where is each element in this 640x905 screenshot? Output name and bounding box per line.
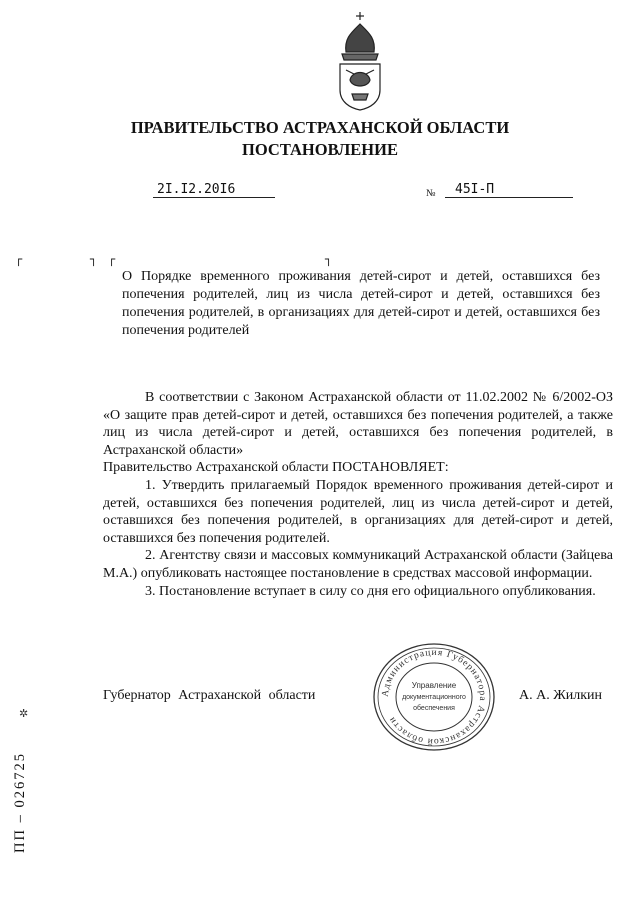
stamp-center-line: документационного: [402, 694, 466, 701]
signatory-position: Губернатор Астраханской области: [103, 688, 316, 703]
ornament-mark-icon: ✲: [19, 707, 29, 720]
document-body: [103, 389, 613, 600]
resolution-item: 2. Агентству связи и массовых коммуникаций Астраханской области (Зайцева М.А.) опубликовать настоящее постановление в средствах массовой информации.: [103, 548, 613, 581]
signatory-name: А. А. Жилкин: [519, 688, 603, 703]
corner-bracket-right-icon: ┐: [325, 252, 333, 266]
government-title: ПРАВИТЕЛЬСТВО АСТРАХАНСКОЙ ОБЛАСТИ: [130, 118, 510, 137]
corner-bracket-right-icon: ┐: [90, 252, 98, 266]
form-serial-text: ПП – 026725: [11, 752, 28, 853]
official-stamp: [371, 642, 497, 752]
document-type-title: ПОСТАНОВЛЕНИЕ: [242, 140, 398, 159]
form-serial-number: [2, 745, 38, 860]
resolution-line: Правительство Астраханской области ПОСТАНОВЛЯЕТ:: [103, 460, 449, 476]
stamp-center-line: обеспечения: [413, 705, 455, 712]
document-subject: О Порядке временного проживания детей-сирот и детей, оставшихся без попечения родителей, лиц из числа детей-сирот и детей, оставшихся без попечения родителей, в организациях для детей-сирот и детей, оставшихся без попечения родителей: [122, 269, 600, 338]
number-label: №: [426, 188, 436, 199]
stamp-center-line: Управление: [411, 681, 457, 690]
corner-bracket-left-icon: ┌: [15, 252, 23, 266]
stamp-ring-text: Администрация Губернатора Астраханской области: [380, 647, 488, 747]
document-date: 2I.I2.20I6: [153, 182, 275, 198]
document-number: 45I-П: [445, 182, 573, 198]
coat-of-arms-emblem: [332, 8, 388, 112]
resolution-item: 1. Утвердить прилагаемый Порядок временного проживания детей-сирот и детей, оставшихся без попечения родителей, лиц из числа детей-сирот и детей, оставшихся без попечения родителей, в организациях для детей-сирот и детей, оставшихся без попечения родителей.: [103, 477, 613, 546]
resolution-item: 3. Постановление вступает в силу со дня его официального опубликования.: [145, 583, 596, 599]
corner-bracket-left-icon: ┌: [108, 252, 116, 266]
preamble-paragraph: В соответствии с Законом Астраханской области от 11.02.2002 № 6/2002-ОЗ «О защите прав детей-сирот и детей, оставшихся без попечения родителей, а также лиц из числа детей-сирот и детей, оставшихся без попечения родителей, в Астраханской области»: [103, 390, 613, 458]
